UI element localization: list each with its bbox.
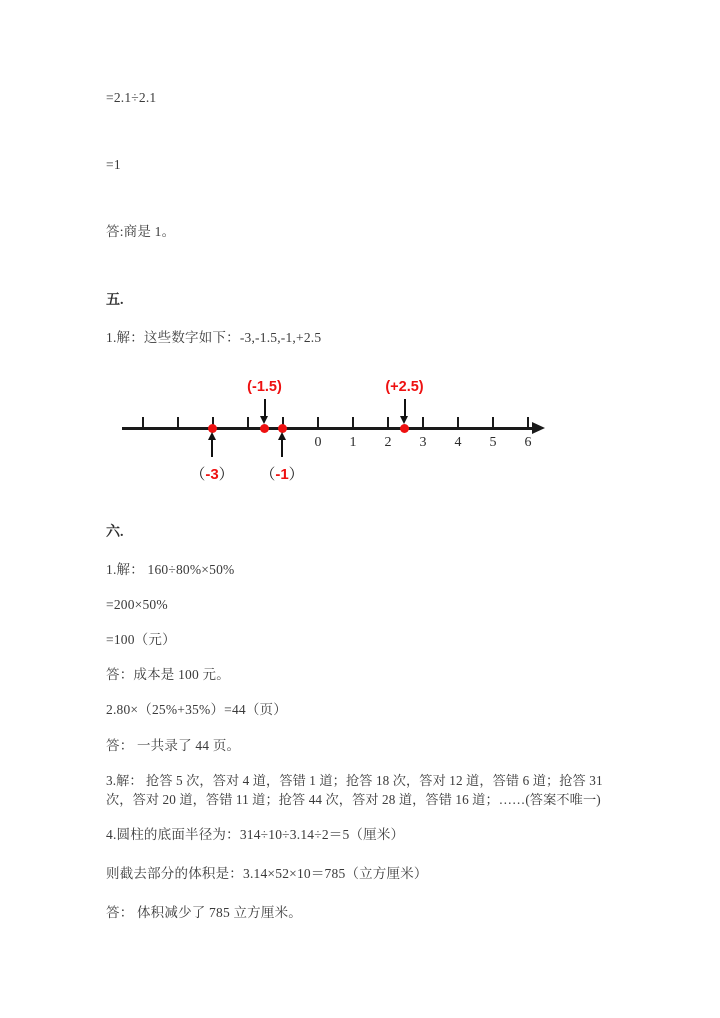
axis-tick-label: 6	[524, 435, 532, 450]
axis-tick	[387, 417, 389, 428]
arrow-up-icon	[281, 439, 283, 457]
axis-tick-label: 3	[419, 435, 427, 450]
arrow-down-icon	[264, 399, 266, 417]
solution-line-divide: =2.1÷2.1	[106, 90, 157, 105]
point-label-above: (+2.5)	[385, 379, 424, 395]
section-six-item-4-line-2: 则截去部分的体积是：3.14×52×10＝785（立方厘米）	[106, 866, 428, 881]
section-six-item-4-answer: 答： 体积减少了 785 立方厘米。	[106, 905, 302, 920]
section-six-item-1-line-2: =200×50%	[106, 597, 168, 612]
plotted-point	[400, 424, 409, 433]
arrow-up-icon	[211, 439, 213, 457]
axis-tick	[352, 417, 354, 428]
axis-tick	[527, 417, 529, 428]
axis-arrow-icon	[532, 422, 545, 434]
axis-tick-label: 4	[454, 435, 462, 450]
section-six-item-2: 2.80×（25%+35%）=44（页）	[106, 702, 287, 717]
axis-tick	[457, 417, 459, 428]
number-line-axis	[122, 427, 534, 430]
section-five-item-1: 1.解：这些数字如下：-3,-1.5,-1,+2.5	[106, 330, 322, 345]
point-label-below: （-3）	[190, 466, 234, 483]
section-six-item-2-answer: 答： 一共录了 44 页。	[106, 738, 241, 753]
axis-tick-label: 5	[489, 435, 497, 450]
solution-line-result: =1	[106, 157, 121, 172]
point-label-below: （-1）	[260, 466, 304, 483]
arrow-down-icon	[404, 399, 406, 417]
plotted-point	[260, 424, 269, 433]
axis-tick-label: 0	[314, 435, 322, 450]
number-line-figure	[110, 375, 550, 495]
section-heading-six: 六.	[106, 525, 124, 540]
section-six-item-4-line-1: 4.圆柱的底面半径为：314÷10÷3.14÷2＝5（厘米）	[106, 827, 405, 842]
solution-answer-quotient: 答:商是 1。	[106, 224, 176, 239]
axis-tick	[492, 417, 494, 428]
axis-tick-label: 2	[384, 435, 392, 450]
section-heading-five: 五.	[106, 293, 124, 308]
axis-tick-label: 1	[349, 435, 357, 450]
section-six-item-3: 3.解： 抢答 5 次，答对 4 道，答错 1 道；抢答 18 次，答对 12 道，答错 6 道；抢答 31 次，答对 20 道，答错 11 道；抢答 44 次，答对 28 道，答错 16 道；……(答案不唯一)	[106, 773, 603, 807]
axis-tick	[247, 417, 249, 428]
section-six-item-1-line-3: =100（元）	[106, 632, 176, 647]
axis-tick	[142, 417, 144, 428]
axis-tick	[422, 417, 424, 428]
point-label-above: (-1.5)	[247, 379, 282, 395]
section-six-item-1-line-1: 1.解： 160÷80%×50%	[106, 562, 235, 577]
axis-tick	[177, 417, 179, 428]
section-six-item-1-answer: 答：成本是 100 元。	[106, 667, 230, 682]
axis-tick	[317, 417, 319, 428]
